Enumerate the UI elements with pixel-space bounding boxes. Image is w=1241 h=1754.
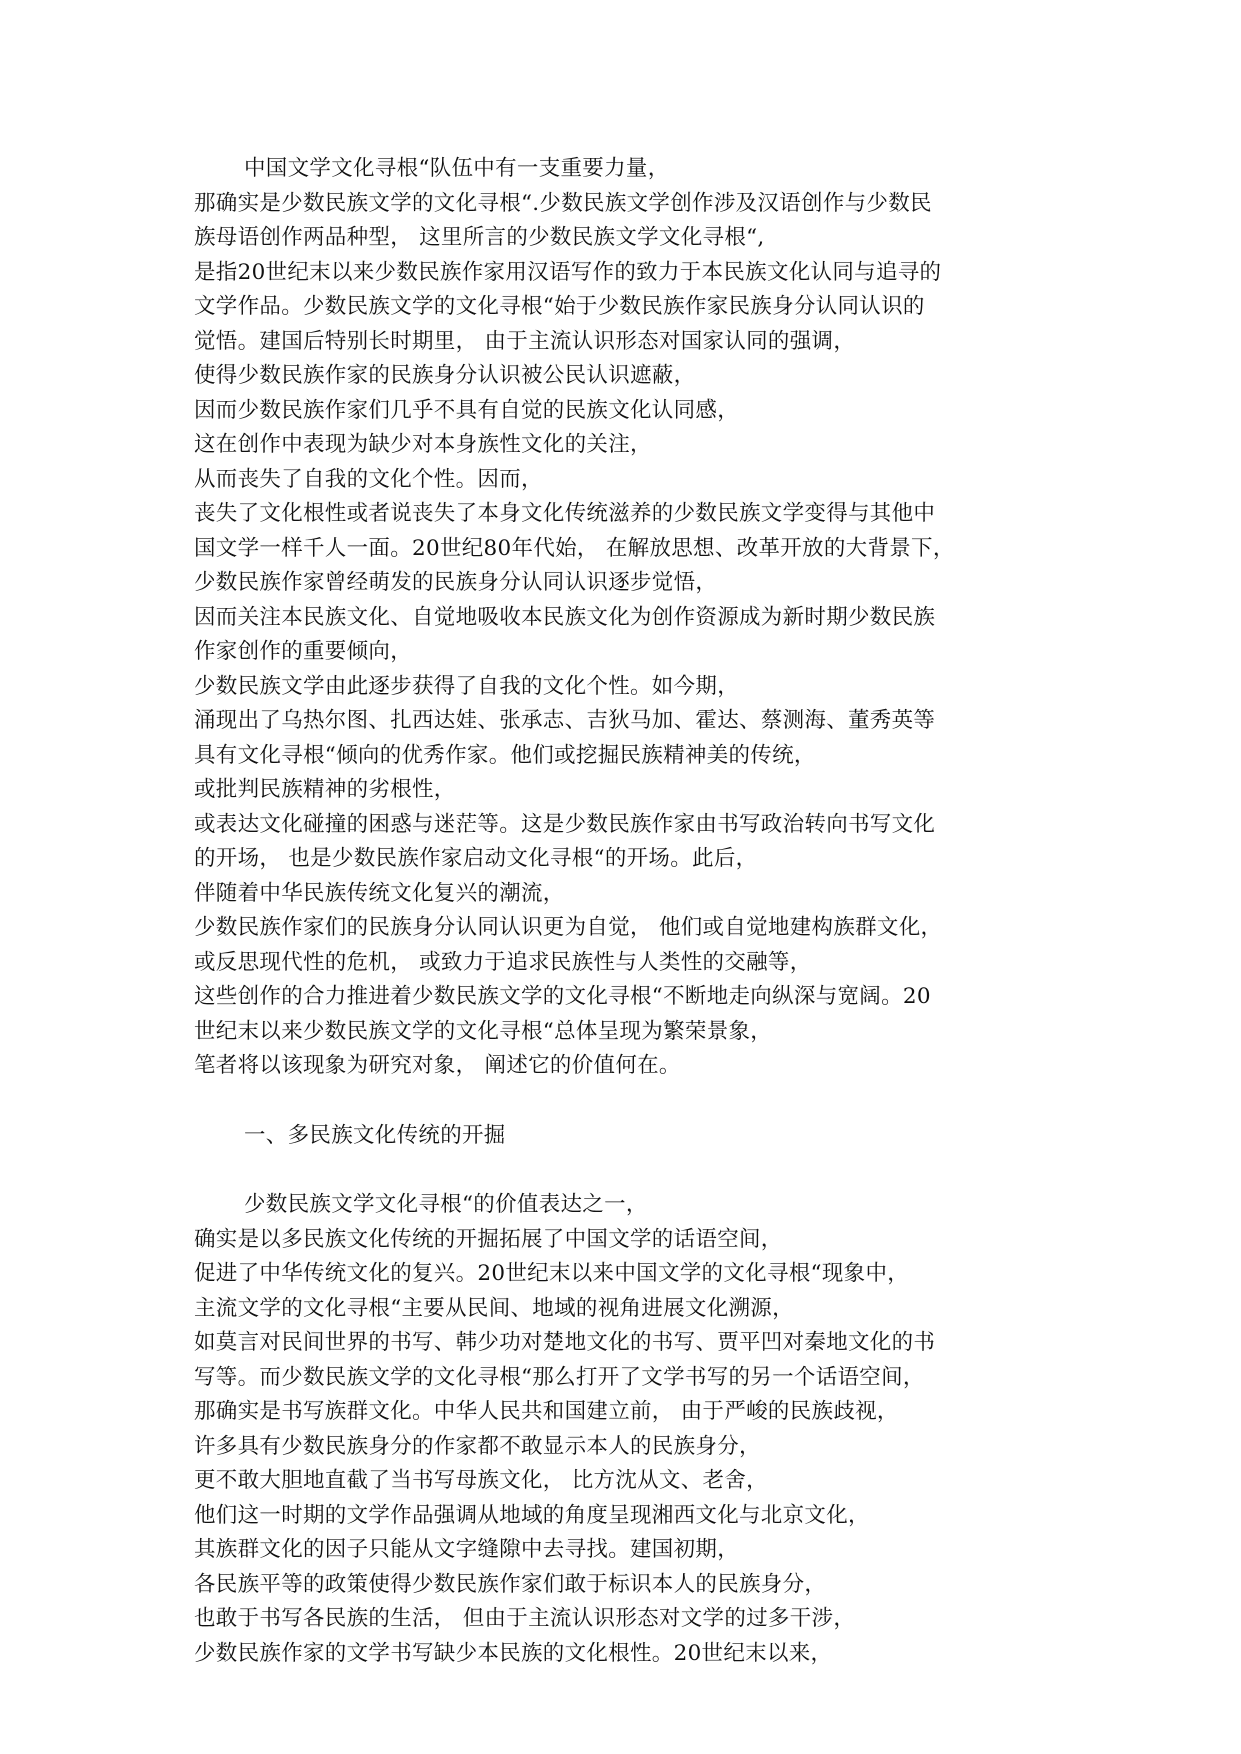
text-line: 那确实是少数民族文学的文化寻根“.少数民族文学创作涉及汉语创作与少数民 (194, 190, 932, 216)
document-body (194, 152, 1074, 1671)
text-line: 世纪末以来少数民族文学的文化寻根“总体呈现为繁荣景象， (194, 1018, 773, 1044)
text-line: 少数民族文学由此逐步获得了自我的文化个性。如今期， (194, 673, 740, 699)
text-line: 少数民族作家曾经萌发的民族身分认同认识逐步觉悟， (194, 570, 718, 595)
text-line: 丧失了文化根性或者说丧失了本身文化传统滋养的少数民族文学变得与其他中 (194, 501, 936, 526)
section-title: 一、多民族文化传统的开掘 (244, 1122, 506, 1148)
text-line: 更不敢大胆地直截了当书写母族文化， 比方沈从文、老舍， (194, 1468, 768, 1493)
text-line: 或表达文化碰撞的困惑与迷茫等。这是少数民族作家由书写政治转向书写文化 (194, 811, 936, 837)
text-line: 促进了中华传统文化的复兴。20世纪末以来中国文学的文化寻根“现象中， (194, 1261, 910, 1286)
text-line: 这些创作的合力推进着少数民族文学的文化寻根“不断地走向纵深与宽阔。20 (194, 984, 931, 1009)
text-line: 觉悟。建国后特别长时期里， 由于主流认识形态对国家认同的强调， (194, 328, 856, 354)
text-line: 伴随着中华民族传统文化复兴的潮流， (194, 880, 565, 906)
paragraph-section-one (194, 1188, 1074, 1671)
text-line: 其族群文化的因子只能从文字缝隙中去寻找。建国初期， (194, 1537, 740, 1562)
text-line: 作家创作的重要倾向， (194, 639, 413, 664)
text-line: 或反思现代性的危机， 或致力于追求民族性与人类性的交融等， (194, 949, 812, 975)
text-line: 国文学一样千人一面。20世纪80年代始， 在解放思想、改革开放的大背景下， (194, 535, 955, 561)
text-line: 从而丧失了自我的文化个性。因而， (194, 466, 543, 492)
text-line: 许多具有少数民族身分的作家都不敢显示本人的民族身分， (194, 1433, 761, 1459)
paragraph-intro (194, 152, 1074, 1084)
text-line: 少数民族作家的文学书写缺少本民族的文化根性。20世纪末以来， (194, 1640, 833, 1666)
text-line: 是指20世纪末以来少数民族作家用汉语写作的致力于本民族文化认同与追寻的 (194, 259, 942, 285)
text-line: 少数民族作家们的民族身分认同认识更为自觉， 他们或自觉地建构族群文化， (194, 915, 943, 940)
text-line: 具有文化寻根“倾向的优秀作家。他们或挖掘民族精神美的传统， (194, 742, 816, 768)
text-line: 写等。而少数民族文学的文化寻根“那么打开了文学书写的另一个话语空间， (194, 1364, 925, 1390)
text-line: 确实是以多民族文化传统的开掘拓展了中国文学的话语空间， (194, 1226, 783, 1252)
text-line: 他们这一时期的文学作品强调从地域的角度呈现湘西文化与北京文化， (194, 1502, 870, 1528)
text-line: 因而少数民族作家们几乎不具有自觉的民族文化认同感， (194, 397, 740, 423)
text-line: 的开场， 也是少数民族作家启动文化寻根“的开场。此后， (194, 846, 758, 871)
text-line: 中国文学文化寻根“队伍中有一支重要力量， (244, 156, 670, 181)
text-line: 也敢于书写各民族的生活， 但由于主流认识形态对文学的过多干涉， (194, 1606, 856, 1631)
text-line: 少数民族文学文化寻根“的价值表达之一， (244, 1192, 648, 1217)
text-line: 使得少数民族作家的民族身分认识被公民认识遮蔽， (194, 363, 696, 388)
text-line: 这在创作中表现为缺少对本身族性文化的关注， (194, 432, 652, 457)
text-line: 族母语创作两品种型， 这里所言的少数民族文学文化寻根“, (194, 225, 765, 250)
text-line: 各民族平等的政策使得少数民族作家们敢于标识本人的民族身分， (194, 1571, 827, 1597)
text-line: 文学作品。少数民族文学的文化寻根“始于少数民族作家民族身分认同认识的 (194, 294, 925, 319)
text-line: 或批判民族精神的劣根性， (194, 777, 456, 802)
text-line: 那确实是书写族群文化。中华人民共和国建立前， 由于严峻的民族歧视， (194, 1399, 899, 1424)
text-line: 涌现出了乌热尔图、扎西达娃、张承志、吉狄马加、霍达、蔡测海、董秀英等 (194, 708, 936, 733)
text-line: 如莫言对民间世界的书写、韩少功对楚地文化的书写、贾平凹对秦地文化的书 (194, 1330, 936, 1355)
text-line: 主流文学的文化寻根“主要从民间、地域的视角进展文化溯源， (194, 1295, 794, 1321)
text-line: 笔者将以该现象为研究对象， 阐述它的价值何在。 (194, 1053, 681, 1078)
section-heading (194, 1119, 1074, 1154)
text-line: 因而关注本民族文化、自觉地吸收本民族文化为创作资源成为新时期少数民族 (194, 604, 936, 630)
